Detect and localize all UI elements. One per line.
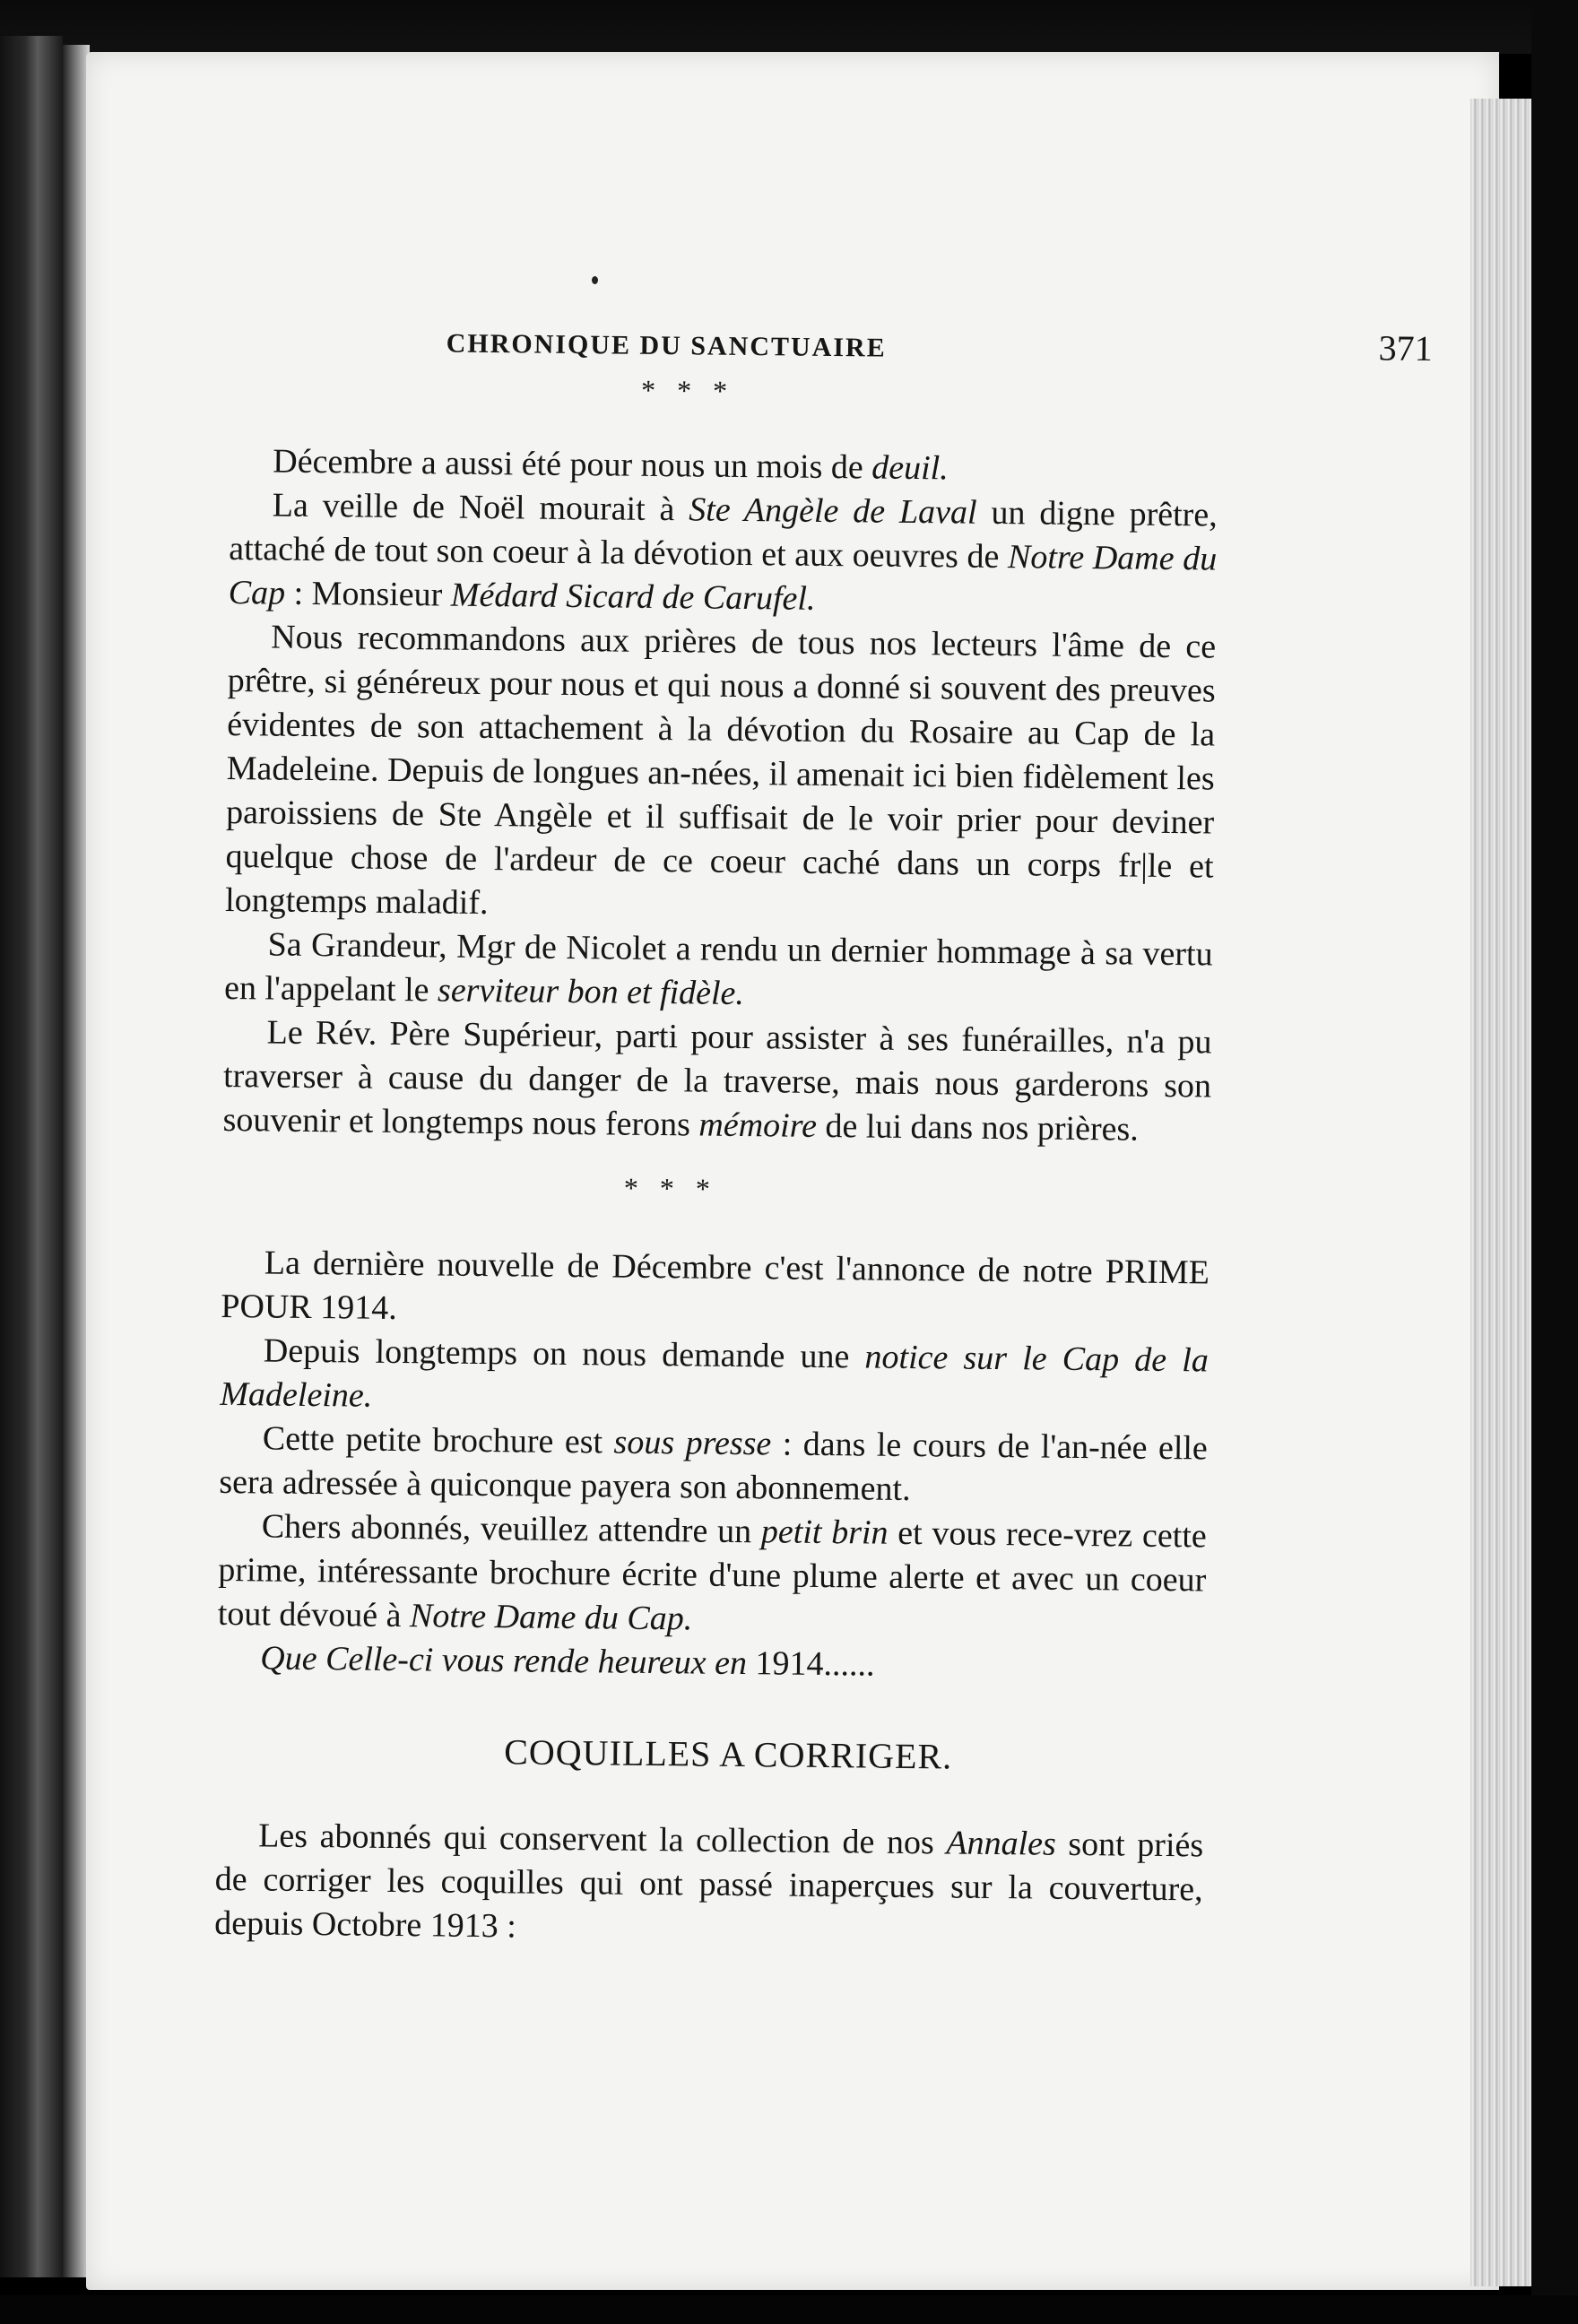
page-text bbox=[213, 314, 1433, 1955]
page-stack-edges bbox=[1470, 99, 1531, 2286]
page-number: 371 bbox=[1378, 327, 1433, 369]
running-head bbox=[446, 317, 1459, 374]
paragraph: Chers abonnés, veuillez attendre un petit brin et vous rece-vrez cette prime, intéressante brochure écrite d'une plume alerte et avec un coeur tout dévoué à Notre Dame du Cap. bbox=[217, 1507, 1207, 1638]
paragraph: La veille de Noël mourait à Ste Angèle de Laval un digne prêtre, attaché de tout son coeur à la dévotion et aux oeuvres de Notre Dame du Cap : Monsieur Médard Sicard de Carufel. bbox=[228, 486, 1218, 618]
paragraph: Les abonnés qui conservent la collection de nos Annales sont priés de corriger les coquilles qui ont passé inaperçues sur la couverture, depuis Octobre 1913 : bbox=[213, 1817, 1204, 1946]
paragraph: Le Rév. Père Supérieur, parti pour assister à ses funérailles, n'a pu traverser à cause du danger de la traverse, mais nous garderons son souvenir et longtemps nous ferons mémoire de lui dans nos prières. bbox=[222, 1013, 1212, 1149]
scan-border-top bbox=[0, 0, 1578, 54]
scan-border-right bbox=[1531, 0, 1578, 2324]
paragraph: Que Celle-ci vous rende heureux en 1914...... bbox=[260, 1639, 875, 1684]
section-heading: COQUILLES A CORRIGER. bbox=[504, 1731, 953, 1777]
paragraph: Cette petite brochure est sous presse : dans le cours de l'an-née elle sera adressée à quiconque payera son abonnement. bbox=[219, 1419, 1209, 1509]
paragraph: La dernière nouvelle de Décembre c'est l'annonce de notre PRIME POUR 1914. bbox=[221, 1244, 1210, 1327]
facing-page-sliver bbox=[0, 36, 63, 2277]
running-title: CHRONIQUE DU SANCTUAIRE bbox=[446, 328, 887, 363]
paragraph: Décembre a aussi été pour nous un mois de deuil. bbox=[273, 442, 949, 488]
ink-speck bbox=[592, 276, 598, 284]
paragraph: Sa Grandeur, Mgr de Nicolet a rendu un dernier hommage à sa vertu en l'appelant le serviteur bon et fidèle. bbox=[223, 925, 1213, 1013]
paragraph: Depuis longtemps on nous demande une notice sur le Cap de la Madeleine. bbox=[220, 1331, 1210, 1415]
paragraph: Nous recommandons aux prières de tous nos lecteurs l'âme de ce prêtre, si généreux pour nous et qui nous a donné si souvent des preuves évidentes de son attachement à la dévotion du Rosaire au Cap de la Madeleine. Depuis de longues an-nées, il amenait ici bien fidèlement les paroissiens de Ste Angèle et il suffisait de le voir prier pour deviner quelque chose de l'ardeur de ce coeur caché dans un corps fr|le et longtemps maladif. bbox=[224, 618, 1217, 923]
section-separator: * * * bbox=[623, 1171, 718, 1205]
section-separator: * * * bbox=[640, 373, 735, 407]
scan-border-bottom bbox=[0, 2295, 1578, 2324]
